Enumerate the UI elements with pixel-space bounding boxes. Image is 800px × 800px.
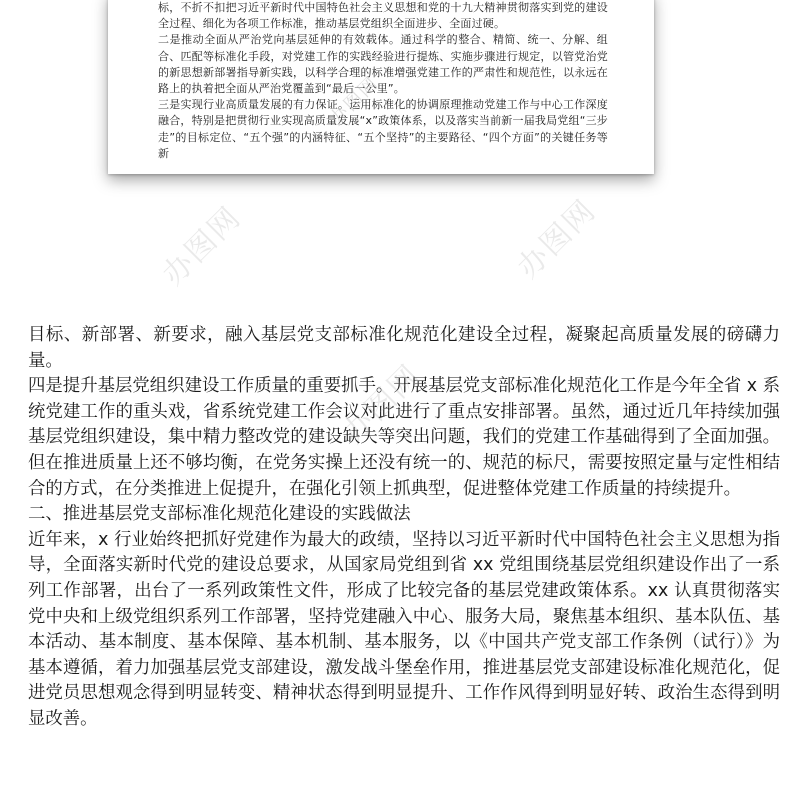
section-heading: 二、推进基层党支部标准化规范化建设的实践做法 — [28, 504, 411, 525]
body-paragraph-3: 近年来，x 行业始终把抓好党建作为最大的政绩，坚持以习近平新时代中国特色社会主义思想为指导，全面落实新时代党的建设总要求，从国家局党组到省 xx 党组围绕基层党组织建设作出了一系列工作部署，出台了一系列政策性文件，形成了比较完备的基层党建政策体系。xx 认真贯彻落实党中央和上级党组织系列工作部署，坚持党建融入中心、服务大局，聚焦基本组织、基本队伍、基本活动、基本制度、基本保障、基本机制、基本服务，以《中国共产党支部工作条例（试行）》为基本遵循，着力加强基层党支部建设，激发战斗堡垒作用，推进基层党支部建设标准化规范化，促进党员思想观念得到明显转变、精神状态得到明显提升、工作作风得到明显好转、政治生态得到明显改善。 — [28, 529, 780, 729]
document-body — [28, 323, 780, 733]
watermark-text: 办图网 — [335, 357, 429, 451]
card-text — [158, 0, 608, 162]
body-paragraph-2: 四是提升基层党组织建设工作质量的重要抓手。开展基层党支部标准化规范化工作是今年全省 x 系统党建工作的重头戏，省系统党建工作会议对此进行了重点安排部署。虽然，通过近几年持续加强基层党组织建设，集中精力整改党的建设缺失等突出问题，我们的党建工作基础得到了全面加强。但在推进质量上还不够均衡，在党务实操上还没有统一的、规范的标尺，需要按照定量与定性相结合的方式，在分类推进上促提升，在强化引领上抓典型，促进整体党建工作质量的持续提升。 — [28, 376, 780, 499]
watermark-text: 办图网 — [155, 199, 249, 293]
watermark-text: 办图网 — [325, 72, 384, 130]
card-paragraph-2: 二是推动全面从严治党向基层延伸的有效载体。通过科学的整合、精简、统一、分解、组合、匹配等标准化手段，对党建工作的实践经验进行提炼、实施步骤进行规定，以管党治党的新思想新部署指导新实践，以科学合理的标准增强党建工作的严肃性和规范性，以永远在路上的执着把全面从严治党覆盖到“最后一公里”。 — [158, 33, 608, 96]
watermark-text: 办图网 — [510, 192, 604, 286]
document-card — [108, 0, 654, 174]
card-paragraph-1: 标，不折不扣把习近平新时代中国特色社会主义思想和党的十九大精神贯彻落实到党的建设全过程、细化为各项工作标准，推动基层党组织全面进步、全面过硬。 — [158, 1, 608, 31]
card-paragraph-3: 三是实现行业高质量发展的有力保证。运用标准化的协调原理推动党建工作与中心工作深度融合，特别是把贯彻行业实现高质量发展“x”政策体系，以及落实当前新一届我局党组“三步走”的目标定位、“五个强”的内涵特征、“五个坚持”的主要路径、“四个方面”的关键任务等新 — [158, 98, 609, 160]
document-preview-area — [0, 0, 800, 330]
body-paragraph-1: 目标、新部署、新要求，融入基层党支部标准化规范化建设全过程，凝聚起高质量发展的磅礴力量。 — [28, 325, 780, 371]
